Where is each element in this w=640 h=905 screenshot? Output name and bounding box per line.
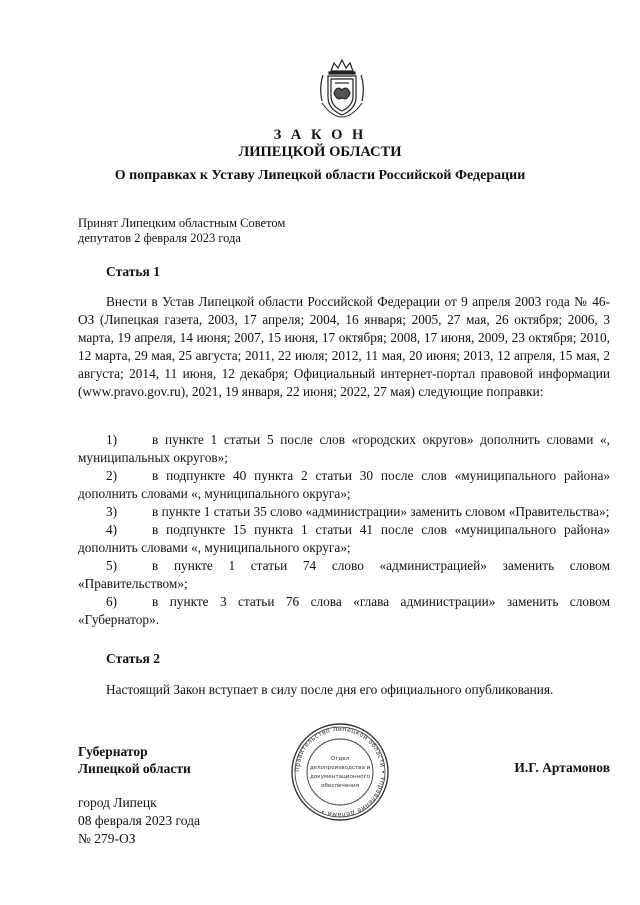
- item-number: 5): [106, 558, 118, 573]
- document-footer: [78, 794, 200, 848]
- article-2-heading: Статья 2: [106, 651, 160, 666]
- position-line-1: Губернатор: [78, 744, 148, 759]
- item-number: 6): [106, 594, 118, 609]
- article-2-text: Настоящий Закон вступает в силу после дня его официального опубликования.: [106, 682, 554, 697]
- item-number: 4): [106, 522, 118, 537]
- list-item: [78, 557, 610, 593]
- law-subject: О поправках к Уставу Липецкой области Российской Федерации: [114, 168, 526, 183]
- official-stamp-icon: [288, 722, 392, 822]
- region-title: ЛИПЕЦКОЙ ОБЛАСТИ: [238, 144, 402, 160]
- item-text: в подпункте 15 пункта 1 статьи 41 после слов «муниципального района» дополнить словами «, муниципального округа»;: [78, 522, 610, 555]
- adoption-note: [78, 216, 285, 245]
- article-1-intro: Внести в Устав Липецкой области Российской Федерации от 9 апреля 2003 года № 46-ОЗ (Липецкая газета, 2003, 17 апреля; 2004, 16 января; 2005, 27 мая, 26 октября; 2006, 3 марта, 19 апреля, 14 июня; 2007, 15 июня, 17 октября; 2008, 17 июня, 2009, 23 октября; 2010, 12 марта, 29 мая, 25 августа; 2011, 22 июля; 2012, 11 мая, 20 июня; 2013, 12 апреля, 15 мая, 2 августа; 2014, 11 июня, 12 декабря; Официальный интернет-портал правовой информации (www.pravo.gov.ru), 2021, 19 января, 22 июня; 2022, 27 мая) следующие поправки:: [78, 294, 610, 399]
- list-item: [78, 431, 610, 467]
- item-number: 1): [106, 432, 118, 447]
- amendments-list: [78, 431, 610, 629]
- signing-date: 08 февраля 2023 года: [78, 813, 200, 828]
- law-number: № 279-ОЗ: [78, 831, 136, 846]
- stamp-center-line-2: делопроизводства и: [309, 765, 371, 771]
- list-item: [78, 593, 610, 629]
- list-item: [78, 467, 610, 503]
- signatory-position: [78, 743, 191, 777]
- item-text: в пункте 1 статьи 35 слово «администрации» заменить словом «Правительства»;: [152, 504, 610, 519]
- signatory-name: И.Г. Артамонов: [514, 760, 610, 775]
- item-text: в пункте 1 статьи 5 после слов «городских округов» дополнить словами «, муниципальных округов»;: [78, 432, 610, 465]
- stamp-ring-text: Правительство Липецкой области • Управление делами •: [293, 725, 387, 819]
- city: город Липецк: [78, 795, 157, 810]
- adoption-line-2: депутатов 2 февраля 2023 года: [78, 230, 241, 245]
- stamp-center-line-3: документационного: [310, 774, 370, 780]
- item-text: в пункте 3 статьи 76 слова «глава администрации» заменить словом «Губернатор».: [78, 594, 610, 627]
- law-title: З А К О Н: [273, 127, 367, 143]
- adoption-line-1: Принят Липецким областным Советом: [78, 216, 286, 230]
- item-text: в пункте 1 статьи 74 слово «администрацией» заменить словом «Правительством»;: [78, 558, 610, 591]
- stamp-center-line-1: Отдел: [330, 756, 350, 762]
- list-item: [78, 503, 610, 521]
- position-line-2: Липецкой области: [78, 761, 191, 776]
- item-number: 3): [106, 504, 118, 519]
- item-text: в подпункте 40 пункта 2 статьи 30 после слов «муниципального района» дополнить словами «, муниципального округа»;: [78, 468, 610, 501]
- svg-text:Правительство Липецкой области: [294, 726, 386, 818]
- article-1-heading: Статья 1: [106, 264, 160, 279]
- item-number: 2): [106, 468, 118, 483]
- list-item: [78, 521, 610, 557]
- coat-of-arms-icon: [317, 57, 367, 119]
- stamp-center-line-4: обеспечения: [321, 783, 359, 789]
